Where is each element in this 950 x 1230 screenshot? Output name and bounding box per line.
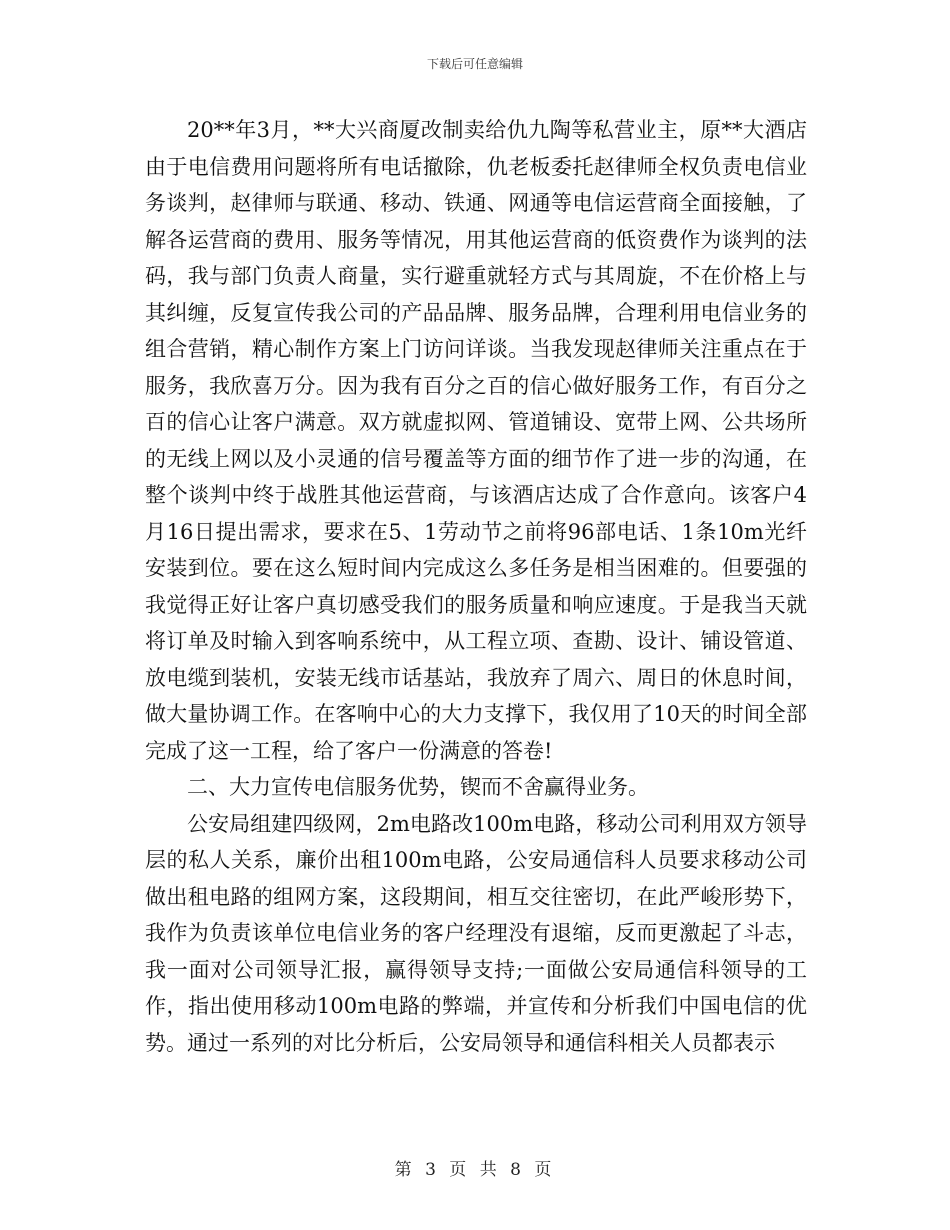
- page-header: 下载后可任意编辑: [426, 57, 523, 71]
- paragraph-case-police: 公安局组建四级网，2m电路改100m电路，移动公司利用双方领导层的私人关系，廉价出租100m电路，公安局通信科人员要求移动公司做出租电路的组网方案，这段期间，相互交往密切，在此严峻形势下，我作为负责该单位电信业务的客户经理没有退缩，反而更激起了斗志，我一面对公司领导汇报，赢得领导支持;一面做公安局通信科领导的工作，指出使用移动100m电路的弊端，并宣传和分析我们中国电信的优势。通过一系列的对比分析后，公安局领导和通信科相关人员都表示: [145, 811, 807, 1055]
- section-heading-2: 二、大力宣传电信服务优势，锲而不舍赢得业务。: [187, 775, 649, 799]
- page-footer: 第 3 页 共 8 页: [394, 1160, 556, 1180]
- paragraph-case-hotel: 20**年3月，**大兴商厦改制卖给仇九陶等私营业主，原**大酒店由于电信费用问题将所有电话撤除，仇老板委托赵律师全权负责电信业务谈判，赵律师与联通、移动、铁通、网通等电信运营商全面接触，了解各运营商的费用、服务等情况，用其他运营商的低资费作为谈判的法码，我与部门负责人商量，实行避重就轻方式与其周旋，不在价格上与其纠缠，反复宣传我公司的产品品牌、服务品牌，合理利用电信业务的组合营销，精心制作方案上门访问详谈。当我发现赵律师关注重点在于服务，我欣喜万分。因为我有百分之百的信心做好服务工作，有百分之百的信心让客户满意。双方就虚拟网、管道铺设、宽带上网、公共场所的无线上网以及小灵通的信号覆盖等方面的细节作了进一步的沟通，在整个谈判中终于战胜其他运营商，与该酒店达成了合作意向。该客户4月16日提出需求，要求在5、1劳动节之前将96部电话、1条10m光纤安装到位。要在这么短时间内完成这么多任务是相当困难的。但要强的我觉得正好让客户真切感受我们的服务质量和响应速度。于是我当天就将订单及时输入到客响系统中，从工程立项、查勘、设计、铺设管道、放电缆到装机，安装无线市话基站，我放弃了周六、周日的休息时间，做大量协调工作。在客响中心的大力支撑下，我仅用了10天的时间全部完成了这一工程，给了客户一份满意的答卷!: [145, 118, 807, 763]
- document-body: [145, 112, 807, 1061]
